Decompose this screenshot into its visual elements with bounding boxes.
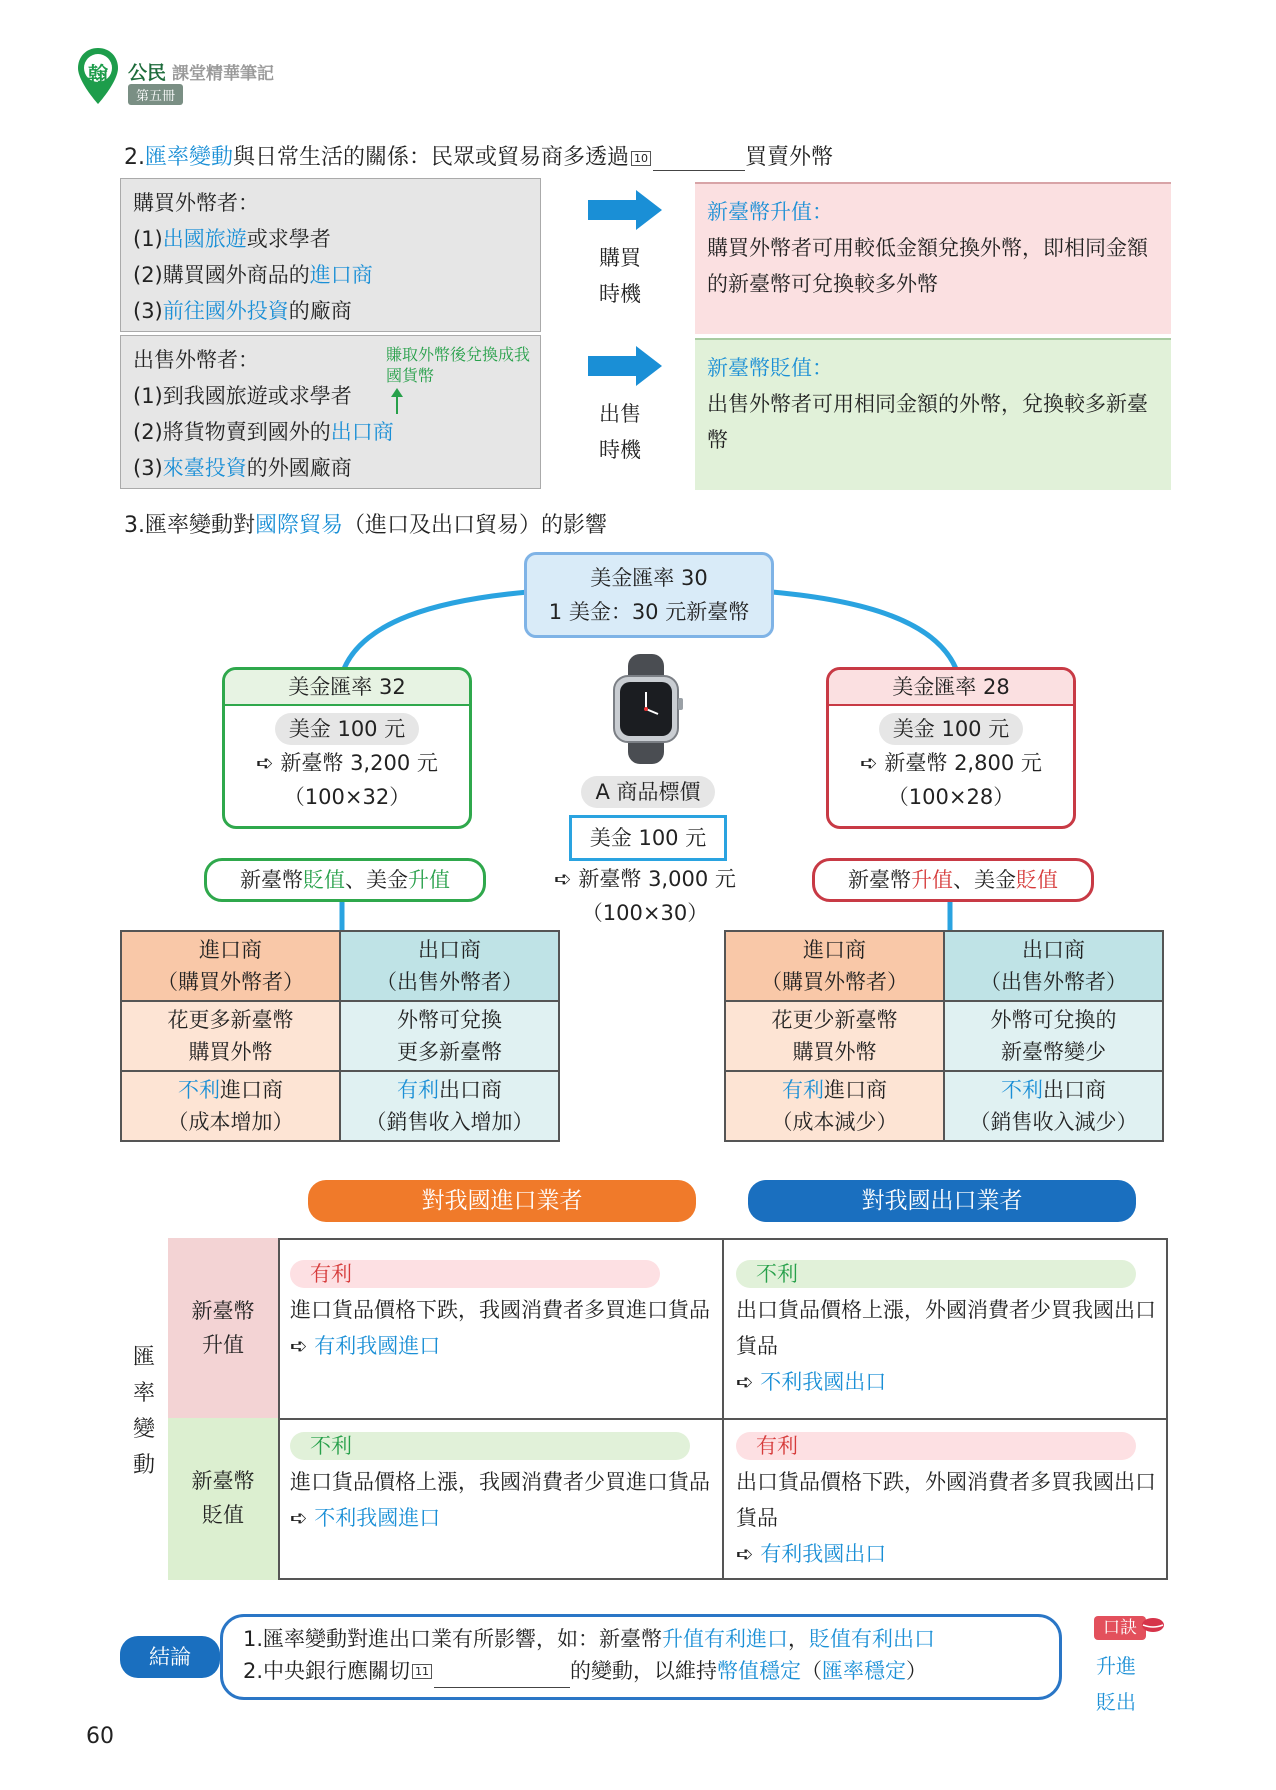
buy-timing: 購買 時機 [599,246,641,306]
buyer-box: 購買外幣者： (1)出國旅遊或求學者 (2)購買國外商品的進口商 (3)前往國外投資的廠商 [120,178,541,332]
sell-timing: 出售 時機 [599,402,641,462]
arrow-right-icon [588,190,662,230]
appreciation-row-label: 新臺幣 升值 [168,1238,278,1418]
seller-box: 出售外幣者： (1)到我國旅遊或求學者 (2)將貨物賣到國外的出口商 (3)來臺投資的外國廠商 [120,335,541,489]
product-price: 美金 100 元 [569,815,727,861]
down-export-cell: 有利 出口貨品價格下跌，外國消費者多買我國出口貨品 ➪ 有利我國出口 [736,1434,1156,1566]
status-badge: 不利 [736,1260,1136,1288]
table-row: 進口商 （購買外幣者） 出口商 （出售外幣者） [725,931,1163,1001]
table-row: 有利進口商 （成本減少） 不利出口商 （銷售收入減少） [725,1071,1163,1141]
up-export-cell: 不利 出口貨品價格上漲，外國消費者少買我國出口貨品 ➪ 不利我國出口 [736,1262,1156,1394]
rate-28-box: 美金匯率 28 美金 100 元 ➪ 新臺幣 2,800 元 （100×28） [826,667,1076,829]
product-label: A 商品標價 [566,776,730,808]
base-rate-box: 美金匯率 30 1 美金：30 元新臺幣 [524,552,774,638]
page-number: 60 [86,1724,114,1749]
conclusion-label: 結論 [120,1636,220,1678]
status-badge: 不利 [290,1432,690,1460]
table-row: 進口商 （購買外幣者） 出口商 （出售外幣者） [121,931,559,1001]
watch-icon [598,654,694,764]
conclusion-box: 1.匯率變動對進出口業有所影響，如：新臺幣升值有利進口，貶值有利出口 2.中央銀行應關切 11 的變動，以維持幣值穩定（匯率穩定） [220,1614,1062,1700]
status-badge: 有利 [290,1260,660,1288]
section-2-heading: 2.匯率變動與日常生活的關係：民眾或貿易商多透過 10 買賣外幣 [124,145,834,170]
grid-divider [278,1418,1168,1420]
arrow-up-icon [390,388,404,414]
section-3-heading: 3.匯率變動對國際貿易（進口及出口貿易）的影響 [124,513,608,538]
mnemonic-badge: 口訣 [1094,1616,1146,1640]
grid-divider [722,1238,724,1580]
right-impact-table [724,930,1164,1142]
handwritten-note: 賺取外幣後兌換成我國貨幣 [386,345,531,385]
status-badge: 有利 [736,1432,1136,1460]
mnemonic-text: 升進 貶出 [1096,1654,1136,1714]
left-result-pill: 新臺幣貶值、美金升值 [204,858,486,902]
left-impact-table [120,930,560,1142]
table-row: 花更多新臺幣 購買外幣 外幣可兌換 更多新臺幣 [121,1001,559,1071]
volume-badge: 第五冊 [128,84,183,105]
table-row: 花更少新臺幣 購買外幣 外幣可兌換的 新臺幣變少 [725,1001,1163,1071]
product-convert: ➪ 新臺幣 3,000 元 （100×30） [554,867,736,925]
table-row: 不利進口商 （成本增加） 有利出口商 （銷售收入增加） [121,1071,559,1141]
right-result-pill: 新臺幣升值、美金貶值 [812,858,1094,902]
book-title: 公民 課堂精華筆記 [128,62,275,84]
arrow-right-icon [588,346,662,386]
side-label: 匯 率 變 動 [132,1345,155,1478]
rate-32-box: 美金匯率 32 美金 100 元 ➪ 新臺幣 3,200 元 （100×32） [222,667,472,829]
export-banner: 對我國出口業者 [748,1180,1136,1222]
import-banner: 對我國進口業者 [308,1180,696,1222]
depreciation-box: 新臺幣貶值： 出售外幣者可用相同金額的外幣，兌換較多新臺幣 [695,338,1171,490]
logo-char: 翰 [88,62,108,86]
depreciation-row-label: 新臺幣 貶值 [168,1418,278,1580]
down-import-cell: 不利 進口貨品價格上漲，我國消費者少買進口貨品 ➪ 不利我國進口 [290,1434,710,1530]
lips-icon [1140,1614,1166,1636]
up-import-cell: 有利 進口貨品價格下跌，我國消費者多買進口貨品 ➪ 有利我國進口 [290,1262,710,1358]
appreciation-box: 新臺幣升值： 購買外幣者可用較低金額兌換外幣，即相同金額的新臺幣可兌換較多外幣 [695,182,1171,334]
